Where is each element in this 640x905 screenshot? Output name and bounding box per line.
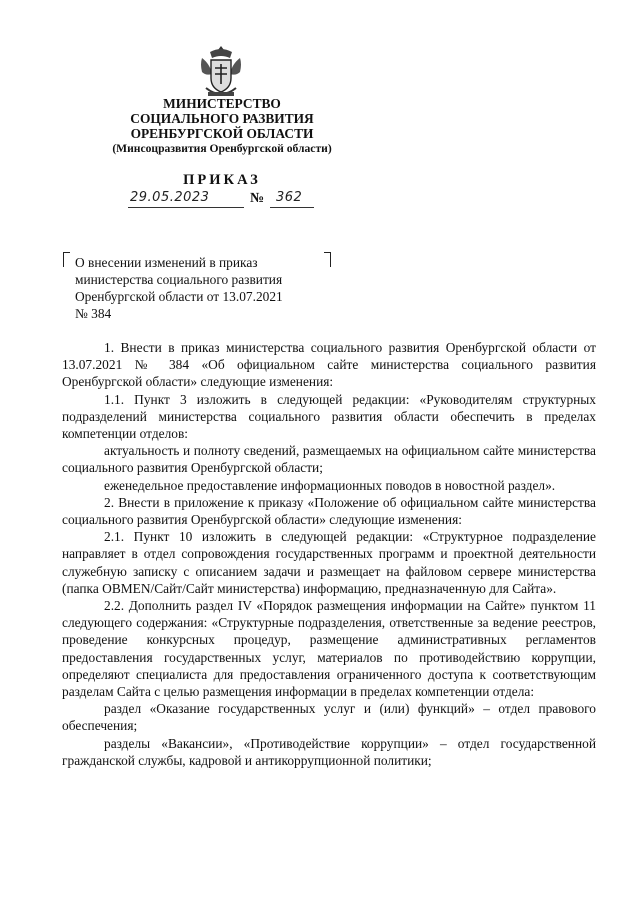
paragraph: раздел «Оказание государственных услуг и (или) функций» – отдел правового обеспечения; bbox=[62, 701, 596, 734]
order-title: ПРИКАЗ bbox=[183, 172, 261, 188]
paragraph: 1.1. Пункт 3 изложить в следующей редакции: «Руководителям структурных подразделений министерства социального развития области обеспечить в пределах компетенции отделов: bbox=[62, 391, 596, 442]
header-line-1: МИНИСТЕРСТВО bbox=[163, 96, 281, 111]
paragraph: 2. Внести в приложение к приказу «Положение об официальном сайте министерства социального развития Оренбургской области» следующие изменения: bbox=[62, 494, 596, 528]
header-line-3: ОРЕНБУРГСКОЙ ОБЛАСТИ bbox=[130, 126, 314, 141]
order-date: 29.05.2023 bbox=[130, 190, 210, 205]
paragraph: разделы «Вакансии», «Противодействие коррупции» – отдел государственной гражданской службы, кадровой и антикоррупционной политики; bbox=[62, 735, 596, 768]
header-line-2: СОЦИАЛЬНОГО РАЗВИТИЯ bbox=[130, 111, 314, 126]
paragraph: еженедельное предоставление информационных поводов в новостной раздел». bbox=[104, 477, 556, 493]
date-underline bbox=[128, 207, 244, 208]
subject-line-3: Оренбургской области от 13.07.2021 bbox=[75, 289, 283, 304]
number-underline bbox=[270, 207, 314, 208]
paragraph: актуальность и полноту сведений, размещаемых на официальном сайте министерства социального развития Оренбургской области; bbox=[62, 443, 596, 476]
subject-line-1: О внесении изменений в приказ bbox=[75, 255, 258, 270]
order-subject bbox=[75, 254, 335, 322]
subject-bracket-left bbox=[63, 252, 70, 267]
header-abbreviation: (Минсоцразвития Оренбургской области) bbox=[112, 142, 332, 155]
subject-line-2: министерства социального развития bbox=[75, 272, 283, 287]
paragraph: 2.1. Пункт 10 изложить в следующей редакции: «Структурное подразделение направляет в отдел сопровождения государственных программ и проектной деятельности служебную записку с описанием задачи и размещает на файловом сервере министерства (папка OBMEN/Сайт/Сайт министерства) информацию, предназначенную для Сайта». bbox=[62, 529, 596, 596]
order-number: 362 bbox=[276, 190, 303, 205]
order-date-number bbox=[128, 190, 318, 210]
coat-of-arms-icon bbox=[198, 44, 244, 100]
order-body bbox=[62, 339, 596, 769]
paragraph: 1. Внести в приказ министерства социального развития Оренбургской области от 13.07.2021 № 384 «Об официальном сайте министерства социального развития Оренбургской области» следующие изменения: bbox=[62, 340, 596, 390]
subject-line-4: № 384 bbox=[75, 306, 112, 321]
paragraph: 2.2. Дополнить раздел IV «Порядок размещения информации на Сайте» пунктом 11 следующего содержания: «Структурные подразделения, ответственные за ведение реестров, проведение конкурсных процедур, размещение административных регламентов предоставления государственных услуг, материалов по противодействию коррупции, определяют специалиста для предоставления ограниченного доступа к соответствующим разделам Сайта с целью размещения информации в пределах компетенции отдела: bbox=[62, 598, 596, 700]
ministry-header bbox=[100, 96, 344, 156]
order-number-label: № bbox=[250, 191, 265, 206]
